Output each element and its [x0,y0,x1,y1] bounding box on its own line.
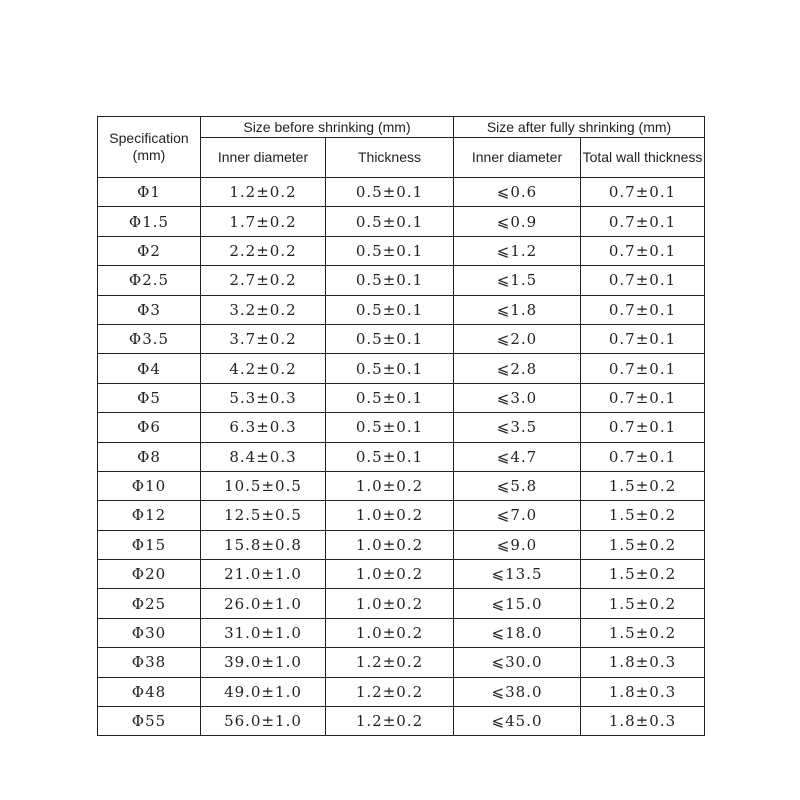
cell-before-inner-diameter: 3.7±0.2 [201,324,326,353]
cell-after-wall-thickness: 0.7±0.1 [581,413,705,442]
cell-before-thickness: 0.5±0.1 [326,295,454,324]
cell-before-thickness: 0.5±0.1 [326,383,454,412]
cell-after-inner-diameter: ⩽4.7 [454,442,581,471]
table-row [98,618,705,647]
cell-specification: Φ30 [98,618,201,647]
cell-specification: Φ10 [98,471,201,500]
cell-after-inner-diameter: ⩽3.0 [454,383,581,412]
cell-before-inner-diameter: 1.7±0.2 [201,207,326,236]
table-body [98,178,705,736]
cell-before-inner-diameter: 6.3±0.3 [201,413,326,442]
cell-before-inner-diameter: 21.0±1.0 [201,560,326,589]
table-row [98,178,705,207]
cell-before-thickness: 1.0±0.2 [326,501,454,530]
table-row [98,207,705,236]
cell-specification: Φ25 [98,589,201,618]
cell-after-inner-diameter: ⩽38.0 [454,677,581,706]
table-row [98,295,705,324]
cell-before-inner-diameter: 1.2±0.2 [201,178,326,207]
cell-before-thickness: 0.5±0.1 [326,207,454,236]
header-specification: Specification (mm) [98,117,201,178]
header-before-thickness: Thickness [326,138,454,178]
table-row [98,471,705,500]
cell-after-wall-thickness: 0.7±0.1 [581,354,705,383]
cell-specification: Φ6 [98,413,201,442]
header-row-groups [98,117,705,138]
cell-before-thickness: 1.0±0.2 [326,471,454,500]
cell-before-thickness: 0.5±0.1 [326,354,454,383]
cell-after-wall-thickness: 1.5±0.2 [581,589,705,618]
cell-after-wall-thickness: 0.7±0.1 [581,207,705,236]
cell-before-inner-diameter: 2.7±0.2 [201,266,326,295]
cell-specification: Φ20 [98,560,201,589]
cell-specification: Φ4 [98,354,201,383]
table-row [98,707,705,736]
cell-after-wall-thickness: 1.8±0.3 [581,677,705,706]
cell-specification: Φ8 [98,442,201,471]
cell-after-wall-thickness: 1.5±0.2 [581,471,705,500]
cell-specification: Φ2 [98,236,201,265]
header-before-shrinking: Size before shrinking (mm) [201,117,454,138]
cell-before-inner-diameter: 26.0±1.0 [201,589,326,618]
cell-after-wall-thickness: 1.8±0.3 [581,707,705,736]
cell-after-inner-diameter: ⩽9.0 [454,530,581,559]
header-after-inner-diameter: Inner diameter [454,138,581,178]
cell-before-inner-diameter: 39.0±1.0 [201,648,326,677]
cell-before-inner-diameter: 3.2±0.2 [201,295,326,324]
cell-after-wall-thickness: 1.5±0.2 [581,530,705,559]
cell-after-wall-thickness: 0.7±0.1 [581,295,705,324]
cell-before-inner-diameter: 4.2±0.2 [201,354,326,383]
cell-before-inner-diameter: 31.0±1.0 [201,618,326,647]
cell-before-thickness: 1.2±0.2 [326,707,454,736]
cell-specification: Φ55 [98,707,201,736]
cell-after-inner-diameter: ⩽1.8 [454,295,581,324]
table-row [98,383,705,412]
cell-after-wall-thickness: 1.5±0.2 [581,560,705,589]
table-row [98,413,705,442]
cell-before-inner-diameter: 8.4±0.3 [201,442,326,471]
cell-after-wall-thickness: 0.7±0.1 [581,266,705,295]
table-row [98,589,705,618]
cell-before-thickness: 1.2±0.2 [326,648,454,677]
cell-after-inner-diameter: ⩽0.9 [454,207,581,236]
table-row [98,677,705,706]
cell-after-inner-diameter: ⩽1.2 [454,236,581,265]
cell-after-inner-diameter: ⩽1.5 [454,266,581,295]
table-row [98,354,705,383]
cell-before-thickness: 1.0±0.2 [326,589,454,618]
cell-after-inner-diameter: ⩽5.8 [454,471,581,500]
cell-after-inner-diameter: ⩽45.0 [454,707,581,736]
cell-after-wall-thickness: 0.7±0.1 [581,236,705,265]
table-row [98,560,705,589]
cell-specification: Φ12 [98,501,201,530]
cell-specification: Φ1.5 [98,207,201,236]
cell-before-inner-diameter: 49.0±1.0 [201,677,326,706]
cell-after-wall-thickness: 0.7±0.1 [581,324,705,353]
cell-before-inner-diameter: 12.5±0.5 [201,501,326,530]
specification-table [97,116,705,736]
header-before-inner-diameter: Inner diameter [201,138,326,178]
cell-after-inner-diameter: ⩽30.0 [454,648,581,677]
table-row [98,266,705,295]
cell-specification: Φ38 [98,648,201,677]
cell-before-thickness: 0.5±0.1 [326,324,454,353]
cell-after-inner-diameter: ⩽2.0 [454,324,581,353]
cell-after-wall-thickness: 1.5±0.2 [581,618,705,647]
table-row [98,501,705,530]
cell-before-thickness: 0.5±0.1 [326,413,454,442]
table-row [98,442,705,471]
cell-before-thickness: 0.5±0.1 [326,266,454,295]
cell-after-inner-diameter: ⩽13.5 [454,560,581,589]
cell-after-wall-thickness: 1.8±0.3 [581,648,705,677]
cell-before-thickness: 1.0±0.2 [326,560,454,589]
table-row [98,530,705,559]
cell-specification: Φ3 [98,295,201,324]
table-row [98,648,705,677]
cell-after-wall-thickness: 0.7±0.1 [581,442,705,471]
cell-after-inner-diameter: ⩽3.5 [454,413,581,442]
cell-specification: Φ1 [98,178,201,207]
cell-specification: Φ5 [98,383,201,412]
cell-specification: Φ3.5 [98,324,201,353]
cell-before-thickness: 1.2±0.2 [326,677,454,706]
cell-before-inner-diameter: 10.5±0.5 [201,471,326,500]
cell-after-inner-diameter: ⩽7.0 [454,501,581,530]
cell-after-wall-thickness: 0.7±0.1 [581,383,705,412]
cell-before-thickness: 0.5±0.1 [326,236,454,265]
cell-specification: Φ15 [98,530,201,559]
cell-after-inner-diameter: ⩽0.6 [454,178,581,207]
cell-after-inner-diameter: ⩽15.0 [454,589,581,618]
table-row [98,236,705,265]
cell-specification: Φ48 [98,677,201,706]
header-after-wall-thickness: Total wall thickness [581,138,705,178]
cell-after-wall-thickness: 0.7±0.1 [581,178,705,207]
cell-before-thickness: 1.0±0.2 [326,530,454,559]
header-after-shrinking: Size after fully shrinking (mm) [454,117,705,138]
cell-before-inner-diameter: 15.8±0.8 [201,530,326,559]
cell-before-thickness: 1.0±0.2 [326,618,454,647]
cell-before-inner-diameter: 2.2±0.2 [201,236,326,265]
cell-after-inner-diameter: ⩽2.8 [454,354,581,383]
cell-after-inner-diameter: ⩽18.0 [454,618,581,647]
cell-specification: Φ2.5 [98,266,201,295]
table-row [98,324,705,353]
cell-before-inner-diameter: 56.0±1.0 [201,707,326,736]
cell-after-wall-thickness: 1.5±0.2 [581,501,705,530]
cell-before-inner-diameter: 5.3±0.3 [201,383,326,412]
cell-before-thickness: 0.5±0.1 [326,178,454,207]
cell-before-thickness: 0.5±0.1 [326,442,454,471]
